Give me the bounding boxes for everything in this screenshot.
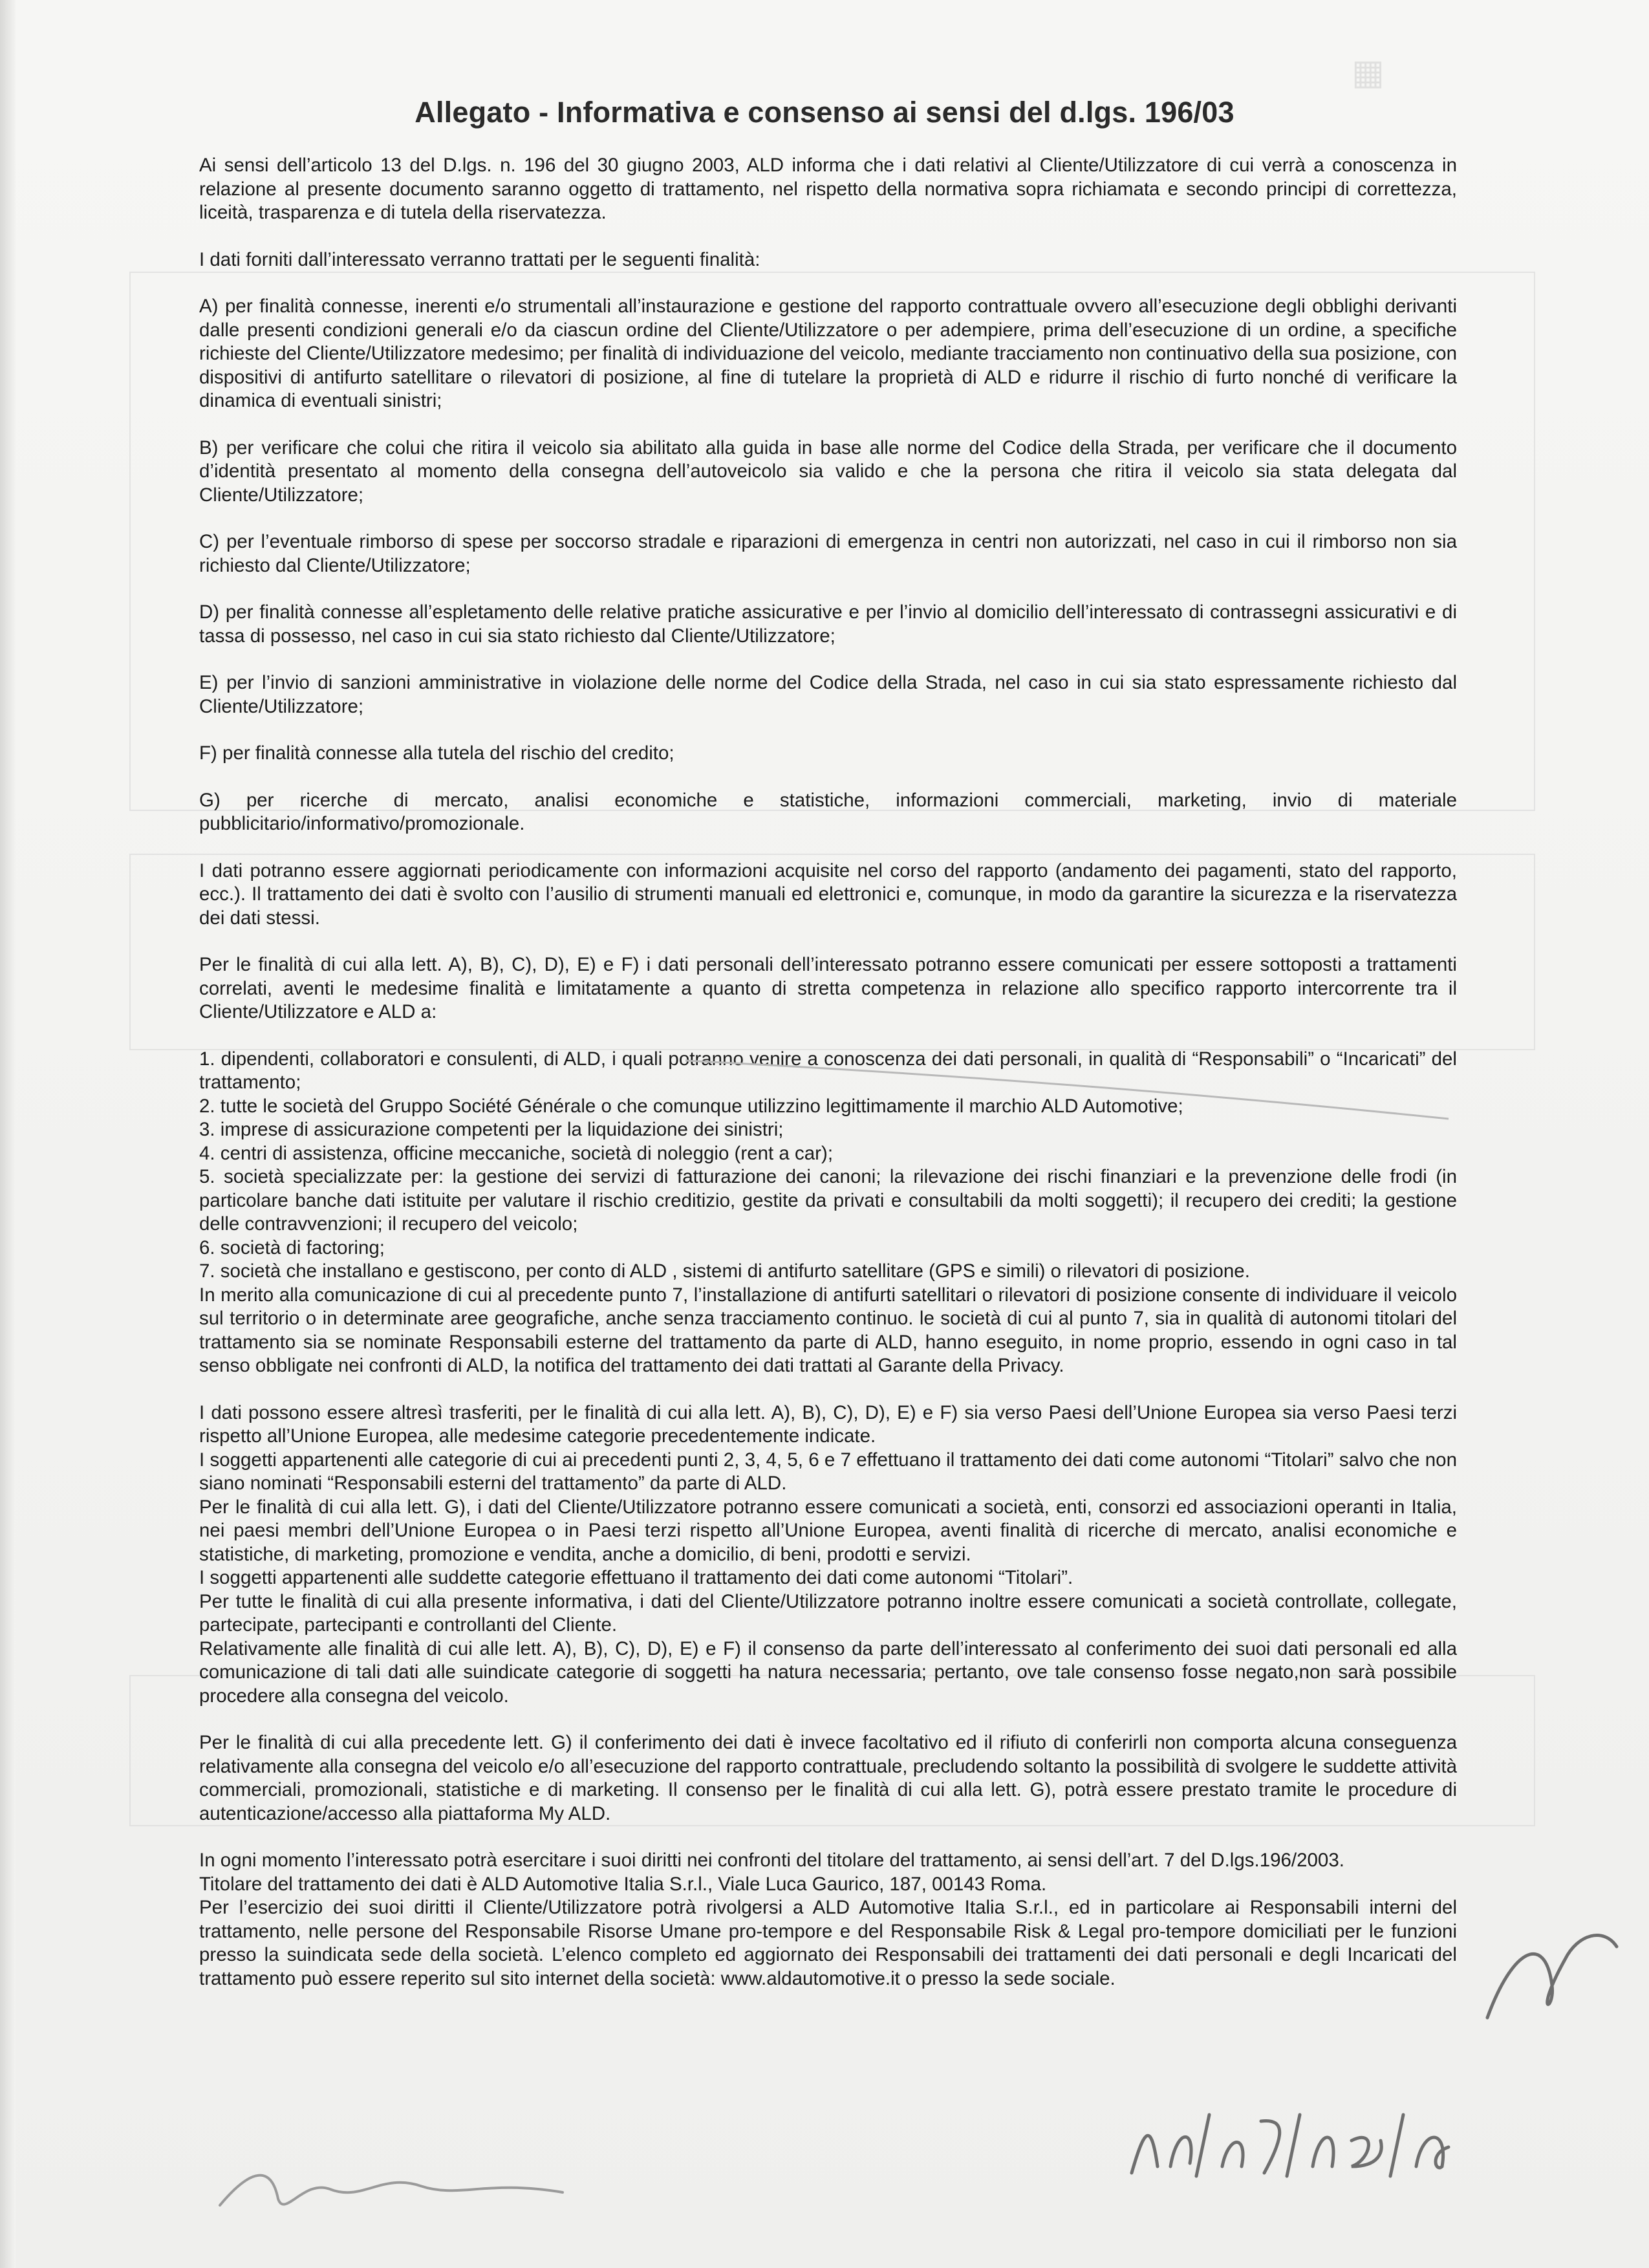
purpose-a: A) per finalità connesse, inerenti e/o strumentali all’instaurazione e gestione del rapporto contrattuale ovvero all’esecuzione degli obblighi derivanti dalle presenti condizioni generali e/o da ciascun ordine del Cliente/Utilizzatore o per adempiere, prima dell’esecuzione di un ordine, a specifiche richieste del Cliente/Utilizzatore medesimo; per finalità di individuazione del veicolo, mediante tracciamento non continuativo della sua posizione, con dispositivi di antifurto satellitare o rilevatori di posizione, al fine di tutelare la proprietà di ALD e ridurre il rischio di furto nonché di verificare la dinamica di eventuali sinistri; — [199, 296, 1457, 411]
list-item: 4. centri di assistenza, officine meccaniche, società di noleggio (rent a car); — [199, 1142, 834, 1164]
document-body — [199, 154, 1457, 1991]
rights-exercise-paragraph: Per l’esercizio dei suoi diritti il Cliente/Utilizzatore potrà rivolgersi a ALD Automotive Italia S.r.l., ed in particolare ai Responsabili interni del trattamento, nelle persone del Responsabile Risorse Umane pro-tempore e del Responsabile Risk & Legal pro-tempore domiciliati per le funzioni presso la suindicata sede della società. L’elenco completo ed aggiornato dei Responsabili dei trattamenti dei dati personali e degli Incaricati del trattamento può essere reperito sul sito internet della società: www.aldautomotive.it o presso la sede sociale. — [199, 1897, 1457, 1989]
document-title: Allegato - Informativa e consenso ai sensi del d.lgs. 196/03 — [415, 96, 1234, 129]
data-holder-paragraph: Titolare del trattamento dei dati è ALD Automotive Italia S.r.l., Viale Luca Gaurico, 187, 00143 Roma. — [199, 1873, 1047, 1895]
consent-paragraph: Relativamente alle finalità di cui alle lett. A), B), C), D), E) e F) il consenso da parte dell’interessato al conferimento dei suoi dati personali ed alla comunicazione di tali dati alle suindicate categorie di soggetti ha natura necessaria; pertanto, ove tale consenso fosse negato,non sarà possibile procedere alla consegna del veicolo. — [199, 1637, 1457, 1707]
purpose-d: D) per finalità connesse all’espletamento delle relative pratiche assicurative e per l’invio al domicilio dell’interessato di contrassegni assicurativi e di tassa di possesso, nel caso in cui sia stato richiesto dal Cliente/Utilizzatore; — [199, 601, 1457, 647]
g-communication-paragraph: Per le finalità di cui alla lett. G), i dati del Cliente/Utilizzatore potranno essere comunicati a società, enti, consorzi ed associazioni operanti in Italia, nei paesi membri dell’Unione Europea o in Paesi terzi rispetto all’Unione Europea, aventi finalità di ricerche di mercato, analisi economiche e statistiche, di marketing, promozione e vendita, anche a domicilio, di beni, prodotti e servizi. — [199, 1496, 1457, 1565]
list-item: 1. dipendenti, collaboratori e consulenti, di ALD, i quali potranno venire a conoscenza dei dati personali, in qualità di “Responsabili” o “Incaricati” del trattamento; — [199, 1048, 1457, 1093]
list-item: 3. imprese di assicurazione competenti per la liquidazione dei sinistri; — [199, 1119, 784, 1140]
purpose-g: G) per ricerche di mercato, analisi economiche e statistiche, informazioni commerciali, marketing, invio di materiale pubblicitario/informativo/promozionale. — [199, 789, 1457, 834]
intro-paragraph: Ai sensi dell’articolo 13 del D.lgs. n. 196 del 30 giugno 2003, ALD informa che i dati relativi al Cliente/Utilizzatore di cui verrà a conoscenza in relazione al presente documento saranno oggetto di trattamento, nel rispetto della normativa sopra richiamata e secondo principi di correttezza, liceità, trasparenza e di tutela della riservatezza. — [199, 155, 1457, 223]
communication-paragraph: Per le finalità di cui alla lett. A), B), C), D), E) e F) i dati personali dell’interessato potranno essere comunicati per essere sottoposti a trattamenti correlati, aventi le medesime finalità e limitatamente a quanto di stretta competenza in relazione allo specifico rapporto intercorrente tra il Cliente/Utilizzatore e ALD a: — [199, 954, 1457, 1022]
purposes-intro: I dati forniti dall’interessato verranno trattati per le seguenti finalità: — [199, 248, 760, 270]
transfer-paragraph: I dati possono essere altresì trasferiti, per le finalità di cui alla lett. A), B), C), D), E) e F) sia verso Paesi dell’Unione Europea sia verso Paesi terzi rispetto all’Unione Europea, alle medesime categorie precedentemente indicate. — [199, 1401, 1457, 1447]
optional-consent-paragraph: Per le finalità di cui alla precedente lett. G) il conferimento dei dati è invece facoltativo ed il rifiuto di conferirli non comporta alcuna conseguenza relativamente alla consegna del veicolo e/o all’esecuzione del rapporto contrattuale, precludendo soltanto la possibilità di svolgere le suddette attività commerciali, promozionali, statistiche e di marketing. Il consenso per le finalità di cui alla lett. G), potrà essere prestato tramite le procedure di autenticazione/accesso alla piattaforma My ALD. — [199, 1732, 1457, 1824]
purpose-c: C) per l’eventuale rimborso di spese per soccorso stradale e riparazioni di emergenza in centri non autorizzati, nel caso in cui il rimborso non sia richiesto dal Cliente/Utilizzatore; — [199, 531, 1457, 576]
point7-paragraph: In merito alla comunicazione di cui al precedente punto 7, l’installazione di antifurti satellitari o rilevatori di posizione consente di individuare il veicolo sul territorio o in determinate aree geografiche, anche senza tracciamento continuo. le società di cui al punto 7, sia in qualità di autonomi titolari del trattamento sia se nominate Responsabili esterne del trattamento da parte di ALD, hanno eseguito, in nome proprio, essendo in ogni caso in tal senso obbligate nei confronti di ALD, la notifica del trattamento dei dati trattati al Garante della Privacy. — [199, 1284, 1457, 1376]
scan-edge-shadow — [0, 0, 16, 2268]
purpose-b: B) per verificare che colui che ritira il veicolo sia abilitato alla guida in base alle norme del Codice della Strada, per verificare che il documento d’identità presentato al momento della consegna dell’autoveicolo sia valido e che la persona che ritira il veicolo sia stata delegata dal Cliente/Utilizzatore; — [199, 437, 1457, 506]
titolari-paragraph: I soggetti appartenenti alle categorie di cui ai precedenti punti 2, 3, 4, 5, 6 e 7 effettuano il trattamento dei dati come autonomi “Titolari” salvo che non siano nominati “Responsabili esterni del trattamento” da parte di ALD. — [199, 1449, 1457, 1494]
list-item: 6. società di factoring; — [199, 1237, 385, 1258]
reverse-logo-ghost: ▦ — [1352, 53, 1385, 92]
purpose-f: F) per finalità connesse alla tutela del rischio del credito; — [199, 742, 674, 764]
g-titolari-paragraph: I soggetti appartenenti alle suddette categorie effettuano il trattamento dei dati come autonomi “Titolari”. — [199, 1567, 1073, 1588]
purpose-e: E) per l’invio di sanzioni amministrative in violazione delle norme del Codice della Strada, nel caso in cui sia stato espressamente richiesto dal Cliente/Utilizzatore; — [199, 672, 1457, 717]
list-item: 2. tutte le società del Gruppo Société Générale o che comunque utilizzino legittimamente il marchio ALD Automotive; — [199, 1095, 1183, 1117]
rights-paragraph: In ogni momento l’interessato potrà esercitare i suoi diritti nei confronti del titolare del trattamento, ai sensi dell’art. 7 del D.lgs.196/2003. — [199, 1850, 1344, 1871]
list-item: 7. società che installano e gestiscono, per conto di ALD , sistemi di antifurto satellitare (GPS e simili) o rilevatori di posizione. — [199, 1260, 1250, 1282]
update-paragraph: I dati potranno essere aggiornati periodicamente con informazioni acquisite nel corso del rapporto (andamento dei pagamenti, stato del rapporto, ecc.). Il trattamento dei dati è svolto con l’ausilio di strumenti manuali ed elettronici e, comunque, in modo da garantire la sicurezza e la riservatezza dei dati stessi. — [199, 859, 1457, 929]
group-paragraph: Per tutte le finalità di cui alla presente informativa, i dati del Cliente/Utilizzatore potranno inoltre essere comunicati a società controllate, collegate, partecipate, partecipanti e controllanti del Cliente. — [199, 1590, 1457, 1636]
list-item: 5. società specializzate per: la gestione dei servizi di fatturazione dei canoni; la rilevazione dei rischi finanziari e la prevenzione delle frodi (in particolare banche dati istituite per valutare il rischio creditizio, gestite da privati e consultabili da molti soggetti); il recupero dei crediti; la gestione delle contravvenzioni; il recupero del veicolo; — [199, 1166, 1457, 1235]
